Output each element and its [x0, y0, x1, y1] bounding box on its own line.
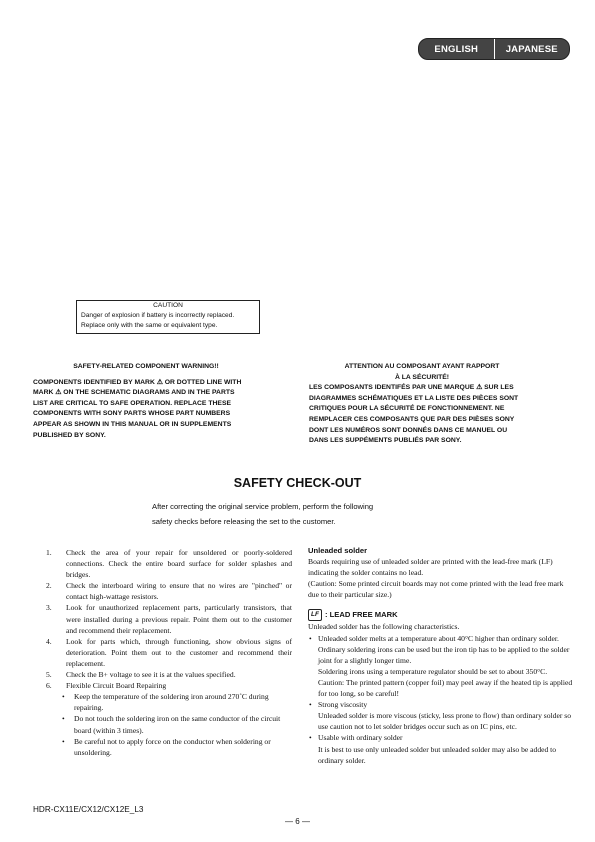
list-item — [46, 680, 292, 691]
bullet-text: Strong viscosity — [318, 700, 368, 710]
tab-english[interactable]: ENGLISH — [419, 39, 495, 59]
bullet-item: • Unleaded solder melts at a temperature about 40°C higher than ordinary solder. — [309, 633, 559, 643]
language-tabs — [418, 38, 570, 60]
caution-line: Danger of explosion if battery is incorrectly replaced. — [81, 312, 235, 319]
item-text: Look for parts which, through functioning, show obvious signs of deterioration. Point them out to the customer and recommend their replacement. — [66, 636, 292, 668]
warning-line: LIST ARE CRITICAL TO SAFE OPERATION. REPLACE THESE — [33, 399, 232, 407]
bullet-body: Soldering irons using a temperature regulator should be set to about 350°C. — [318, 666, 548, 676]
item-text: Flexible Circuit Board Repairing — [66, 681, 167, 691]
list-item — [46, 636, 292, 669]
item-number: 4. — [46, 636, 52, 646]
intro-line: After correcting the original service problem, perform the following — [152, 502, 374, 511]
caution-line: Replace only with the same or equivalent type. — [81, 322, 218, 329]
paragraph: (Caution: Some printed circuit boards may not come printed with the lead free mark due to their particular size.) — [308, 579, 564, 600]
warning-line: REMPLACER CES COMPOSANTS QUE PAR DES PIÈSES SONY — [309, 415, 515, 423]
page-number: — 6 — — [285, 817, 310, 826]
lead-free-icon: LF — [308, 609, 322, 621]
item-text: Check the area of your repair for unsoldered or poorly-soldered connections. Check the entire board surface for solder splashes and bridges. — [66, 548, 292, 580]
warning-line: COMPONENTS IDENTIFIED BY MARK ⚠ OR DOTTED LINE WITH — [33, 378, 242, 386]
bullet-item: • Do not touch the soldering iron on the same conductor of the circuit board (within 3 times). — [62, 714, 281, 735]
bullet-text: Do not touch the soldering iron on the same conductor of the circuit board (within 3 times). — [74, 714, 281, 735]
warning-line: COMPONENTS WITH SONY PARTS WHOSE PART NUMBERS — [33, 410, 231, 418]
item-number: 1. — [46, 548, 52, 557]
warning-line: DANS LES SUPPÉMENTS PUBLIÉS PAR SONY. — [309, 437, 462, 445]
warning-line: PUBLISHED BY SONY. — [33, 431, 106, 439]
item-text: Look for unauthorized replacement parts, particularly transistors, that were installed during a previous repair. Point them out to the customer and recommend their replacement. — [66, 603, 292, 635]
unleaded-solder-section — [308, 545, 576, 766]
section-heading: Unleaded solder — [308, 546, 368, 555]
model-number: HDR-CX11E/CX12/CX12E_L3 — [33, 805, 144, 814]
item-number: 3. — [46, 603, 52, 613]
warning-line: DIAGRAMMES SCHÉMATIQUES ET LA LISTE DES PIÈCES SONT — [309, 394, 519, 402]
bullet-body: It is best to use only unleaded solder but unleaded solder may also be added to ordinary solder. — [318, 744, 557, 765]
warning-heading: À LA SÉCURITÉ! — [394, 373, 450, 381]
warning-line: DONT LES NUMÉROS SONT DONNÉS DANS CE MANUEL OU — [309, 426, 508, 434]
bullet-item: • Usable with ordinary solder — [309, 733, 403, 743]
list-item — [46, 580, 292, 602]
warning-line: APPEAR AS SHOWN IN THIS MANUAL OR IN SUPPLEMENTS — [33, 420, 232, 428]
bullet-text: Be careful not to apply force on the conductor when soldering or unsoldering. — [74, 736, 271, 757]
bullet-item: • Keep the temperature of the soldering iron around 270˚C during repairing. — [62, 692, 269, 713]
paragraph: Boards requiring use of unleaded solder are printed with the lead-free mark (LF) indicating the solder contains no lead. — [308, 557, 553, 578]
warning-line: CRITIQUES POUR LA SÉCURITÉ DE FONCTIONNEMENT. NE — [309, 405, 505, 413]
lead-free-label: : LEAD FREE MARK — [325, 610, 398, 620]
bullet-body: Caution: The printed pattern (copper foil) may peel away if the heated tip is applied for too long, so be careful! — [318, 677, 573, 699]
item-text: Check the interboard wiring to ensure that no wires are "pinched" or contact high-wattage resistors. — [66, 581, 292, 602]
warning-heading: ATTENTION AU COMPOSANT AYANT RAPPORT — [344, 363, 500, 370]
item-number: 6. — [46, 681, 52, 691]
safety-warning-french — [309, 362, 535, 447]
item-number: 2. — [46, 581, 52, 591]
item-number: 5. — [46, 670, 52, 680]
bullet-text: Unleaded solder melts at a temperature about 40°C higher than ordinary solder. — [318, 633, 559, 643]
item-text: Check the B+ voltage to see it is at the values specified. — [66, 670, 236, 680]
tab-japanese[interactable]: JAPANESE — [505, 43, 558, 55]
bullet-text: Usable with ordinary solder — [318, 733, 403, 743]
warning-heading: SAFETY-RELATED COMPONENT WARNING!! — [73, 363, 219, 370]
bullet-text: Keep the temperature of the soldering iron around 270˚C during repairing. — [74, 692, 269, 713]
bullet-body: Unleaded solder is more viscous (sticky, less prone to flow) than ordinary solder so use caution not to let solder bridges occur such as on IC pins, etc. — [318, 711, 571, 732]
safety-check-list — [46, 547, 292, 758]
lead-free-mark-heading — [308, 609, 576, 621]
bullet-body: Ordinary soldering irons can be used but the iron tip has to be applied to the solder joint for a slightly longer time. — [318, 644, 570, 665]
caution-title: CAUTION — [153, 302, 183, 309]
list-item — [46, 602, 292, 635]
intro-line: safety checks before releasing the set to the customer. — [152, 516, 336, 526]
warning-line: LES COMPOSANTS IDENTIFÉS PAR UNE MARQUE ⚠ SUR LES — [309, 384, 514, 392]
page-title: SAFETY CHECK-OUT — [233, 476, 362, 490]
warning-line: MARK ⚠ ON THE SCHEMATIC DIAGRAMS AND IN THE PARTS — [33, 389, 235, 397]
list-item — [46, 669, 292, 680]
caution-box — [76, 300, 260, 334]
bullet-item: • Be careful not to apply force on the conductor when soldering or unsoldering. — [62, 736, 271, 757]
bullet-item: • Strong viscosity — [309, 700, 368, 710]
list-item — [46, 547, 292, 580]
safety-warning-english — [33, 362, 259, 441]
intro-text — [152, 500, 452, 529]
paragraph: Unleaded solder has the following characteristics. — [308, 622, 460, 632]
